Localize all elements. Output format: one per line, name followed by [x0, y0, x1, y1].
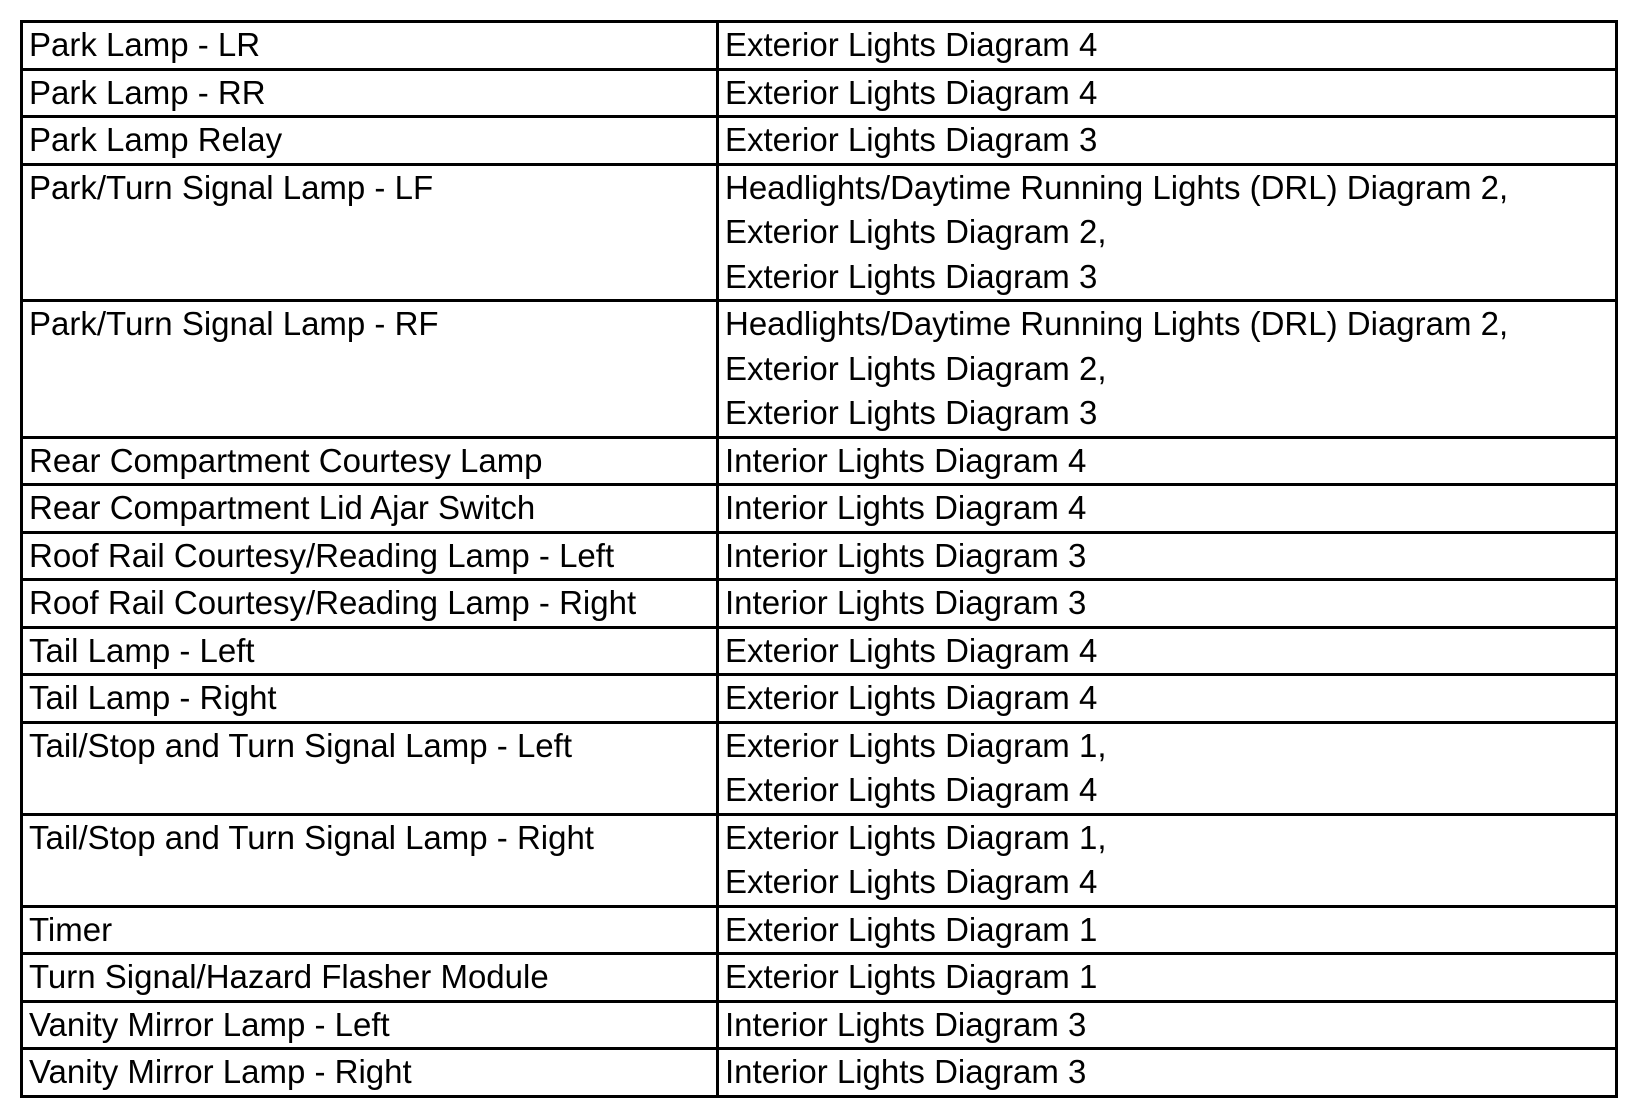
- table-row: [22, 627, 1617, 675]
- component-name-cell: [22, 814, 718, 906]
- diagram-location-line: Exterior Lights Diagram 4: [725, 631, 1098, 669]
- component-name-cell: [22, 22, 718, 70]
- diagram-location-cell: [718, 722, 1617, 814]
- diagram-location-cell: [718, 1049, 1617, 1097]
- component-name-cell: [22, 722, 718, 814]
- diagram-location-line: Exterior Lights Diagram 2,: [725, 213, 1107, 250]
- table-row: [22, 22, 1617, 70]
- component-name: Rear Compartment Lid Ajar Switch: [29, 489, 536, 526]
- diagram-location-line: Exterior Lights Diagram 3: [725, 394, 1098, 431]
- diagram-location-cell: [718, 164, 1617, 301]
- diagram-location-cell: [718, 627, 1617, 675]
- component-name: Tail Lamp - Right: [29, 679, 277, 716]
- component-name-cell: [22, 437, 718, 485]
- diagram-location-cell: [718, 69, 1617, 117]
- component-name-cell: [22, 485, 718, 533]
- diagram-location-cell: [718, 675, 1617, 723]
- component-name: Park Lamp - RR: [29, 73, 266, 111]
- diagram-location-line: Exterior Lights Diagram 1: [725, 958, 1098, 995]
- component-name: Vanity Mirror Lamp - Right: [29, 1053, 412, 1090]
- diagram-location-line: Interior Lights Diagram 3: [725, 1005, 1087, 1043]
- diagram-location-line: Exterior Lights Diagram 1,: [725, 818, 1107, 856]
- component-name-cell: [22, 1001, 718, 1049]
- diagram-location-line: Exterior Lights Diagram 4: [725, 26, 1098, 63]
- diagram-location-line: Exterior Lights Diagram 4: [725, 73, 1098, 111]
- component-name-cell: [22, 164, 718, 301]
- diagram-location-line: Exterior Lights Diagram 4: [725, 771, 1098, 808]
- component-name-cell: [22, 69, 718, 117]
- component-name: Rear Compartment Courtesy Lamp: [29, 441, 543, 479]
- component-name-cell: [22, 532, 718, 580]
- table-row: [22, 1049, 1617, 1097]
- diagram-location-line: Interior Lights Diagram 3: [725, 1053, 1087, 1090]
- component-name-cell: [22, 301, 718, 438]
- component-name-cell: [22, 117, 718, 165]
- table-row: [22, 164, 1617, 301]
- diagram-location-line: Interior Lights Diagram 3: [725, 584, 1087, 621]
- table-row: [22, 1001, 1617, 1049]
- diagram-location-line: Interior Lights Diagram 3: [725, 536, 1087, 574]
- diagram-location-cell: [718, 301, 1617, 438]
- component-name: Park Lamp - LR: [29, 26, 261, 63]
- table-row: [22, 906, 1617, 954]
- component-name-cell: [22, 627, 718, 675]
- diagram-location-line: Exterior Lights Diagram 2,: [725, 349, 1107, 387]
- component-name-cell: [22, 580, 718, 628]
- table-row: [22, 117, 1617, 165]
- table-row: [22, 532, 1617, 580]
- table-row: [22, 722, 1617, 814]
- component-name: Park/Turn Signal Lamp - LF: [29, 168, 434, 206]
- component-name-cell: [22, 1049, 718, 1097]
- diagram-location-line: Headlights/Daytime Running Lights (DRL) Diagram 2,: [725, 305, 1509, 342]
- diagram-location-line: Exterior Lights Diagram 3: [725, 257, 1098, 295]
- diagram-location-line: Exterior Lights Diagram 1: [725, 910, 1098, 948]
- diagram-location-line: Exterior Lights Diagram 3: [725, 121, 1098, 158]
- diagram-location-cell: [718, 437, 1617, 485]
- component-location-table-container: [20, 20, 1618, 1098]
- table-row: [22, 675, 1617, 723]
- table-row: [22, 485, 1617, 533]
- component-name: Roof Rail Courtesy/Reading Lamp - Left: [29, 536, 615, 574]
- diagram-location-cell: [718, 1001, 1617, 1049]
- diagram-location-cell: [718, 532, 1617, 580]
- component-name: Tail/Stop and Turn Signal Lamp - Left: [29, 726, 572, 764]
- component-name: Tail Lamp - Left: [29, 631, 255, 669]
- component-location-table: [20, 20, 1618, 1098]
- diagram-location-cell: [718, 117, 1617, 165]
- component-name-cell: [22, 954, 718, 1002]
- component-name: Vanity Mirror Lamp - Left: [29, 1005, 390, 1043]
- component-name: Park Lamp Relay: [29, 121, 283, 158]
- diagram-location-cell: [718, 954, 1617, 1002]
- diagram-location-cell: [718, 580, 1617, 628]
- component-name: Timer: [29, 910, 113, 948]
- component-name: Roof Rail Courtesy/Reading Lamp - Right: [29, 584, 637, 621]
- component-name: Turn Signal/Hazard Flasher Module: [29, 958, 549, 995]
- diagram-location-line: Exterior Lights Diagram 4: [725, 863, 1098, 900]
- diagram-location-line: Exterior Lights Diagram 1,: [725, 726, 1107, 764]
- diagram-location-cell: [718, 814, 1617, 906]
- diagram-location-cell: [718, 22, 1617, 70]
- table-row: [22, 580, 1617, 628]
- diagram-location-cell: [718, 906, 1617, 954]
- table-row: [22, 301, 1617, 438]
- diagram-location-line: Exterior Lights Diagram 4: [725, 679, 1098, 716]
- component-name: Park/Turn Signal Lamp - RF: [29, 305, 439, 342]
- component-name: Tail/Stop and Turn Signal Lamp - Right: [29, 818, 594, 856]
- table-row: [22, 437, 1617, 485]
- table-row: [22, 814, 1617, 906]
- diagram-location-line: Headlights/Daytime Running Lights (DRL) Diagram 2,: [725, 168, 1509, 206]
- component-name-cell: [22, 906, 718, 954]
- table-row: [22, 69, 1617, 117]
- table-row: [22, 954, 1617, 1002]
- component-name-cell: [22, 675, 718, 723]
- diagram-location-line: Interior Lights Diagram 4: [725, 489, 1087, 526]
- table-body: [22, 22, 1617, 1097]
- diagram-location-line: Interior Lights Diagram 4: [725, 441, 1087, 479]
- diagram-location-cell: [718, 485, 1617, 533]
